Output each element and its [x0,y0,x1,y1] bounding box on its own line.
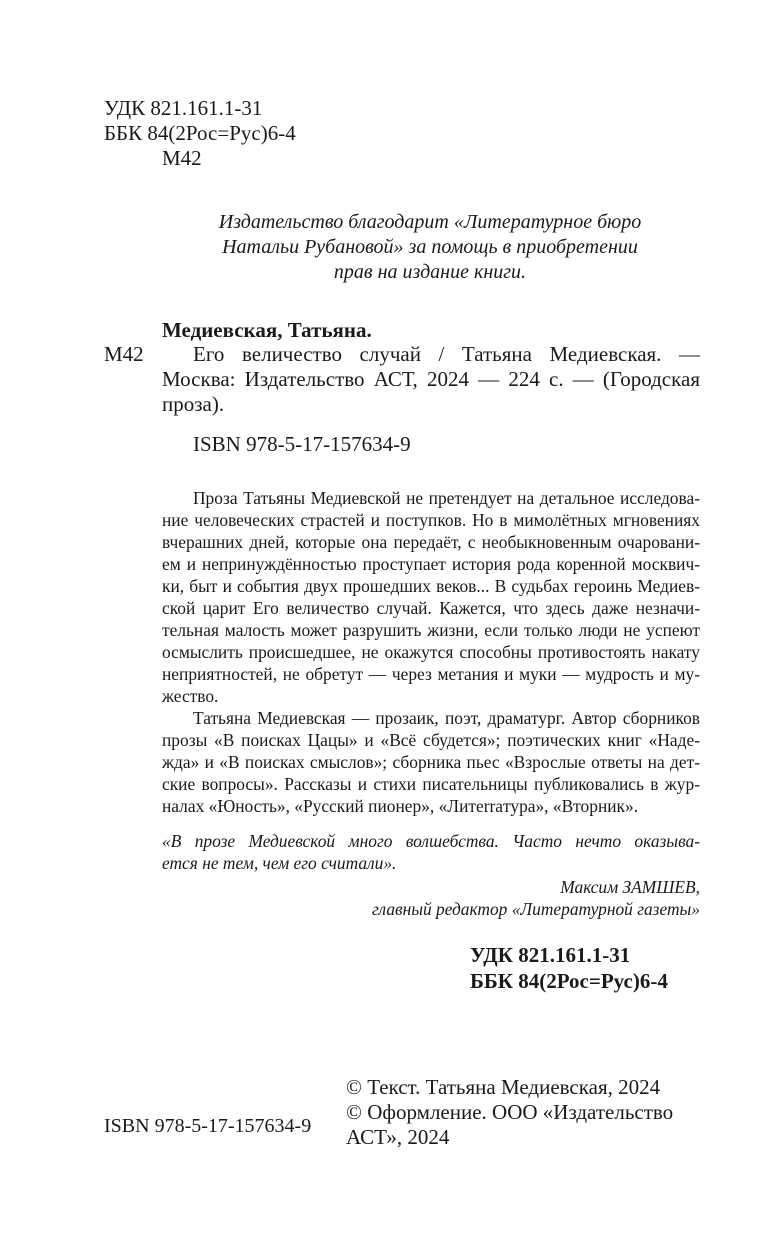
attribution-name: Максим ЗАМШЕВ, [560,877,700,897]
bottom-classification-codes [470,942,668,994]
thanks-line: прав на издание книги. [333,261,527,283]
isbn-bottom: ISBN 978-5-17-157634-9 [104,1115,312,1137]
publisher-acknowledgement [160,210,700,285]
bio-line: жда» и «В поисках смыслов»; сборника пьес «Взрослые ответы на дет- [162,752,700,772]
quote [162,830,700,874]
isbn-main: ISBN 978-5-17-157634-9 [193,432,411,456]
abstract-line: вчерашних дней, которые она передаёт, с необыкновенным очаровани- [162,532,700,552]
udk-code: УДК 821.161.1-31 [104,96,263,120]
bio-line: прозы «В поисках Цацы» и «Всё сбудется»; поэтических книг «Наде- [162,730,700,750]
quote-line: ется не тем, чем его считали». [162,853,397,873]
author-sign: М42 [162,146,202,170]
annotation [162,487,700,817]
abstract-line: ем и непринуждённостью проступает история рода коренной москвич- [162,554,700,574]
biblio-line: проза). [162,392,225,416]
biblio-line: Его величество случай / Татьяна Медиевская. — [193,342,700,366]
bio-line: налах «Юность», «Русский пионер», «Литеrraтура», «Вторник». [162,796,639,816]
copyright-line: АСТ», 2024 [346,1125,450,1149]
thanks-line: Издательство благодарит «Литературное бюро [218,211,642,233]
copyright-line: © Оформление. ООО «Издательство [346,1100,674,1124]
bio-line: Татьяна Медиевская — прозаик, поэт, драматург. Автор сборников [193,708,700,728]
bbk-code: ББК 84(2Рос=Рус)6-4 [104,121,296,145]
bio-line: ские вопросы». Рассказы и стихи писательницы публиковались в жур- [162,774,700,794]
copyright-block [346,1075,673,1150]
bibliographic-description [162,342,700,417]
abstract-line: осмыслить происшедшее, не окажутся способны противостоять накату [162,642,700,662]
thanks-line: Натальи Рубановой» за помощь в приобретении [222,236,638,258]
bottom-udk-code: УДК 821.161.1-31 [470,943,631,967]
abstract-line: Проза Татьяны Медиевской не претендует на детальное исследова- [193,488,700,508]
abstract-line: тельная малость может разрушить жизни, если только люди не успеют [162,620,700,640]
abstract-line: жество. [162,686,219,706]
quote-line: «В прозе Медиевской много волшебства. Часто нечто оказыва- [162,831,700,851]
abstract-line: ки, быт и события двух прошедших веков... В судьбах героинь Медиев- [162,576,700,596]
abstract-line: ние человеческих страстей и поступков. Но в мимолётных мгновениях [162,510,700,530]
classification-codes [104,96,296,171]
abstract-line: ской царит Его величество случай. Кажется, что здесь даже незначи- [162,598,700,618]
abstract-line: неприятностей, не обретут — через метания и муки — мудрость и му- [162,664,700,684]
author-heading: Медиевская, Татьяна. [162,318,372,342]
side-author-sign: М42 [104,342,144,366]
copyright-line: © Текст. Татьяна Медиевская, 2024 [346,1075,661,1099]
biblio-line: Москва: Издательство АСТ, 2024 — 224 с. — (Городская [162,367,700,391]
quote-attribution [372,876,700,920]
attribution-role: главный редактор «Литературной газеты» [371,899,700,919]
bottom-bbk-code: ББК 84(2Рос=Рус)6-4 [470,969,668,993]
